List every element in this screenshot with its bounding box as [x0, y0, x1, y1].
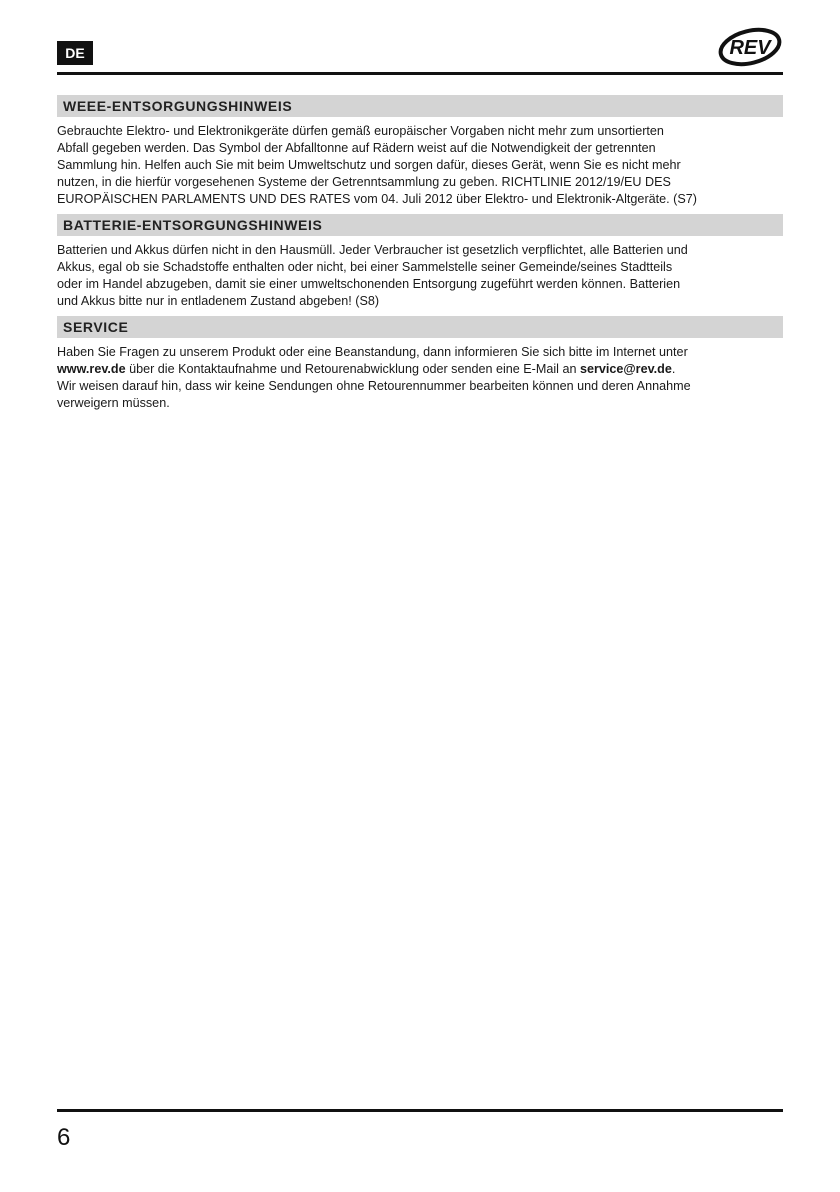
text-line: Akkus, egal ob sie Schadstoffe enthalten oder nicht, bei einer Sammelstelle seiner Gemeinde/seines Stadtteils: [57, 260, 673, 274]
bottom-divider: [57, 1109, 783, 1112]
text-fragment: .: [671, 362, 676, 376]
page-number: 6: [57, 1124, 71, 1151]
document-content: [57, 95, 783, 418]
text-line: und Akkus bitte nur in entladenem Zustand abgeben! (S8): [57, 294, 380, 308]
section-body-service: [57, 344, 783, 412]
text-line: Gebrauchte Elektro- und Elektronikgeräte dürfen gemäß europäischer Vorgaben nicht mehr zum unsortierten: [57, 124, 664, 138]
text-line: oder im Handel abzugeben, damit sie einer umweltschonenden Entsorgung zugeführt werden können. Batterien: [57, 277, 681, 291]
text-line: verweigern müssen.: [57, 396, 170, 410]
language-badge: DE: [57, 41, 93, 65]
section-title-weee: WEEE-ENTSORGUNGSHINWEIS: [57, 95, 783, 117]
section-body-weee: [57, 123, 783, 208]
text-line: Sammlung hin. Helfen auch Sie mit beim Umweltschutz und sorgen dafür, dieses Gerät, wenn Sie es nicht mehr: [57, 158, 681, 172]
text-line: EUROPÄISCHEN PARLAMENTS UND DES RATES vom 04. Juli 2012 über Elektro- und Elektronik-Altgeräte. (S7): [57, 192, 697, 206]
text-line: Batterien und Akkus dürfen nicht in den Hausmüll. Jeder Verbraucher ist gesetzlich verpflichtet, alle Batterien und: [57, 243, 688, 257]
section-title-service: SERVICE: [57, 316, 783, 338]
logo-text: REV: [729, 37, 771, 59]
top-divider: [57, 72, 783, 75]
text-line: nutzen, in die hierfür vorgesehenen Systeme der Getrenntsammlung zu geben. RICHTLINIE 2012/19/EU DES: [57, 175, 671, 189]
text-line: Wir weisen darauf hin, dass wir keine Sendungen ohne Retourennummer bearbeiten können und deren Annahme: [57, 379, 691, 393]
section-body-battery: [57, 242, 783, 310]
text-line: Haben Sie Fragen zu unserem Produkt oder eine Beanstandung, dann informieren Sie sich bitte im Internet unter: [57, 345, 688, 359]
email-link[interactable]: service@rev.de: [579, 362, 672, 376]
text-line: Abfall gegeben werden. Das Symbol der Abfalltonne auf Rädern weist auf die Notwendigkeit der getrennten: [57, 141, 656, 155]
rev-logo: [714, 26, 784, 68]
website-link[interactable]: www.rev.de: [57, 362, 126, 376]
text-fragment: über die Kontaktaufnahme und Retourenabwicklung oder senden eine E-Mail an: [125, 362, 580, 376]
text-line: [57, 361, 783, 378]
section-title-battery: BATTERIE-ENTSORGUNGSHINWEIS: [57, 214, 783, 236]
